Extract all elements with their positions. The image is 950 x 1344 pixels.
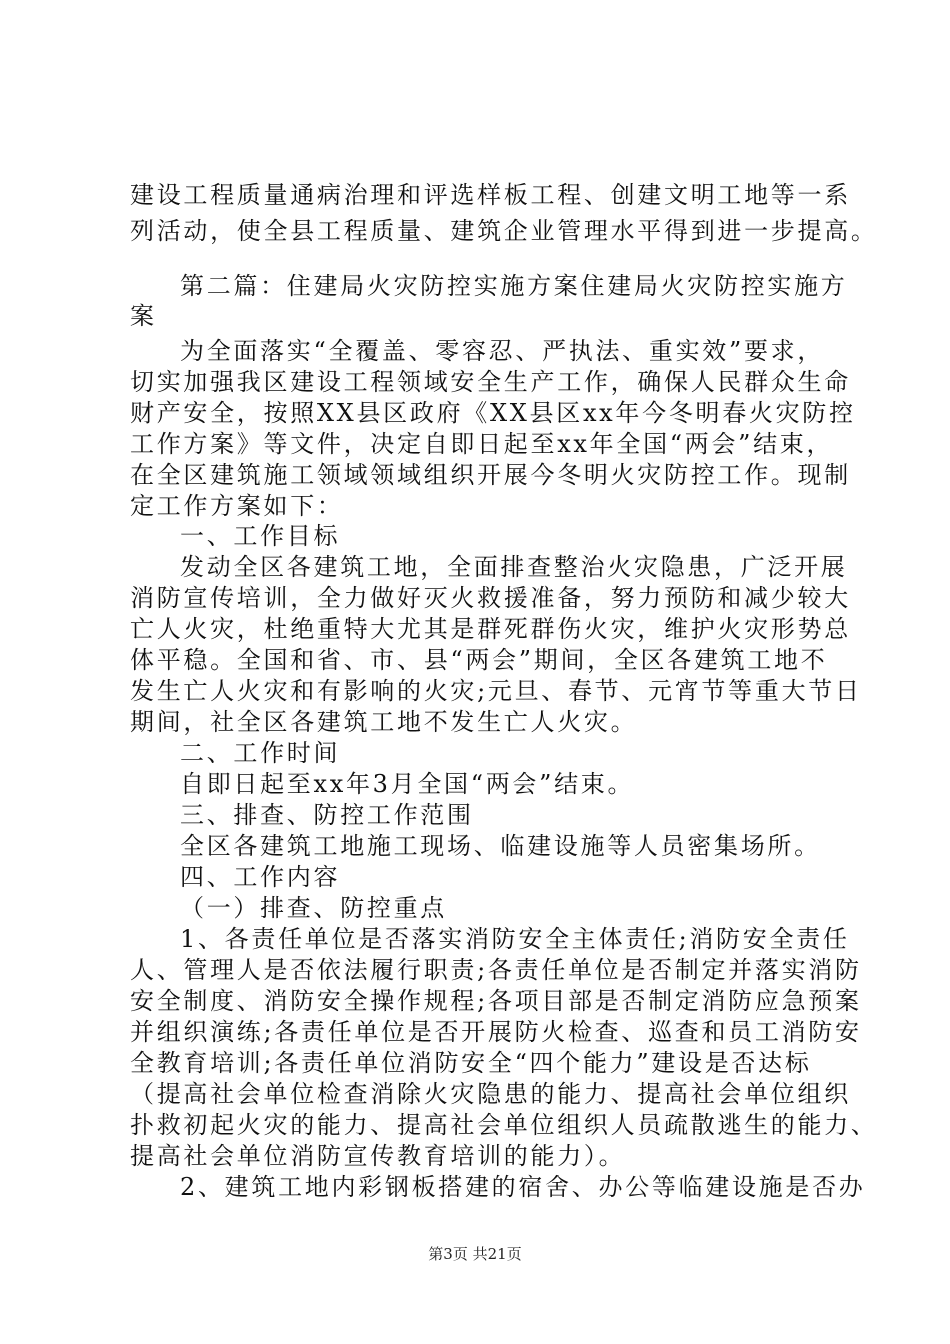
body-line: 财产安全，按照XX县区政府《XX县区xx年今冬明春火灾防控 bbox=[130, 399, 856, 427]
body-line: 体平稳。全国和省、市、县“两会”期间，全区各建筑工地不 bbox=[130, 646, 828, 674]
body-line: 并组织演练;各责任单位是否开展防火检查、巡查和员工消防安 bbox=[130, 1018, 862, 1046]
body-line: 全教育培训;各责任单位消防安全“四个能力”建设是否达标 bbox=[130, 1049, 812, 1077]
subheading: 三、排查、防控工作范围 bbox=[180, 801, 474, 829]
section-heading: 第二篇：住建局火灾防控实施方案住建局火灾防控实施方 bbox=[180, 272, 848, 300]
subheading: 一、工作目标 bbox=[180, 522, 341, 550]
body-line: 1、各责任单位是否落实消防安全主体责任;消防安全责任 bbox=[180, 925, 850, 953]
body-line: 发动全区各建筑工地，全面排查整治火灾隐患，广泛开展 bbox=[180, 553, 848, 581]
subheading: 四、工作内容 bbox=[180, 863, 341, 891]
body-line: 建设工程质量通病治理和评选样板工程、创建文明工地等一系 bbox=[130, 181, 851, 209]
subheading: （一）排查、防控重点 bbox=[180, 894, 447, 922]
body-line: 切实加强我区建设工程领域安全生产工作，确保人民群众生命 bbox=[130, 368, 851, 396]
subheading: 二、工作时间 bbox=[180, 739, 341, 767]
section-heading-cont: 案 bbox=[130, 302, 157, 330]
body-line: 发生亡人火灾和有影响的火灾;元旦、春节、元宵节等重大节日 bbox=[130, 677, 862, 705]
page-number-footer: 第3页 共21页 bbox=[428, 1245, 522, 1263]
body-line: 为全面落实“全覆盖、零容忍、严执法、重实效”要求， bbox=[180, 337, 825, 365]
body-line: 自即日起至xx年3月全国“两会”结束。 bbox=[180, 770, 635, 798]
body-line: 在全区建筑施工领域领域组织开展今冬明火灾防控工作。现制 bbox=[130, 461, 851, 489]
body-line: 安全制度、消防安全操作规程;各项目部是否制定消防应急预案 bbox=[130, 987, 862, 1015]
body-line: 扑救初起火灾的能力、提高社会单位组织人员疏散逃生的能力、 bbox=[130, 1111, 878, 1139]
body-line: 消防宣传培训，全力做好灭火救援准备，努力预防和减少较大 bbox=[130, 584, 851, 612]
body-line: 亡人火灾，杜绝重特大尤其是群死群伤火灾，维护火灾形势总 bbox=[130, 615, 851, 643]
body-line: 提高社会单位消防宣传教育培训的能力）。 bbox=[130, 1142, 626, 1170]
body-line: 人、管理人是否依法履行职责;各责任单位是否制定并落实消防 bbox=[130, 956, 862, 984]
body-line: （提高社会单位检查消除火灾隐患的能力、提高社会单位组织 bbox=[130, 1080, 851, 1108]
body-line: 全区各建筑工地施工现场、临建设施等人员密集场所。 bbox=[180, 832, 821, 860]
body-line: 定工作方案如下： bbox=[130, 492, 344, 520]
body-line: 期间，社全区各建筑工地不发生亡人火灾。 bbox=[130, 708, 638, 736]
body-line: 2、建筑工地内彩钢板搭建的宿舍、办公等临建设施是否办 bbox=[180, 1173, 866, 1201]
body-line: 工作方案》等文件，决定自即日起至xx年全国“两会”结束， bbox=[130, 430, 834, 458]
body-line: 列活动，使全县工程质量、建筑企业管理水平得到进一步提高。 bbox=[130, 217, 878, 245]
